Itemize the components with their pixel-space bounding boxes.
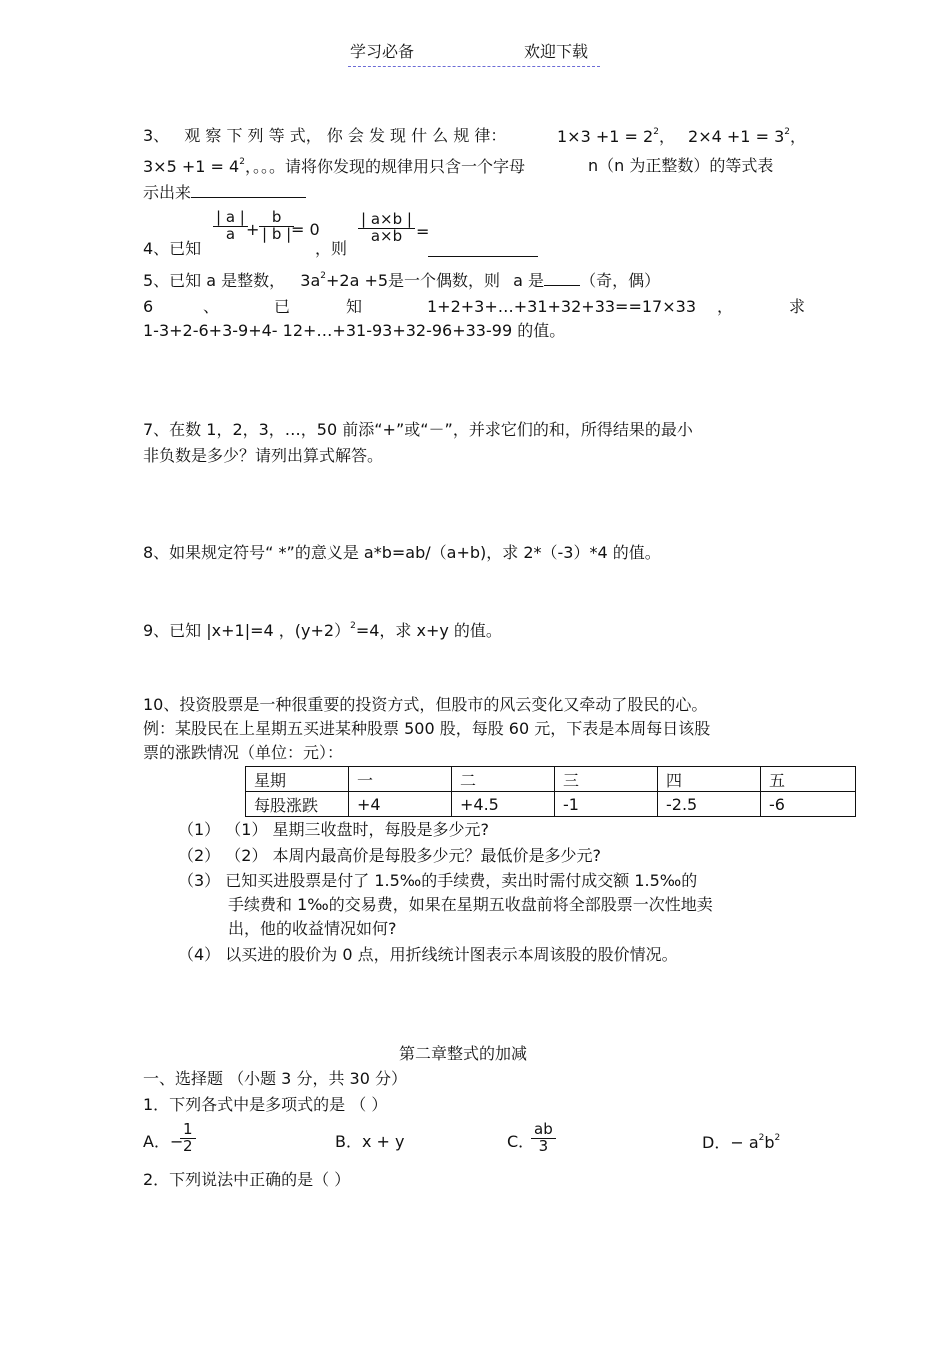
section-heading: 一、选择题 （小题 3 分，共 30 分） bbox=[143, 1069, 407, 1088]
table-row bbox=[246, 767, 856, 792]
q3-equations: $1\times 3 +1 = 2^2$， $2\times 4 +1 = 3^2$， bbox=[557, 127, 806, 146]
q3-eq2: 2×4 +1 = 3 bbox=[688, 127, 785, 146]
mc-question-1: 1．下列各式中是多项式的是 （ ） bbox=[143, 1095, 388, 1114]
page-header bbox=[348, 44, 600, 67]
table-row bbox=[246, 792, 856, 817]
table-cell: +4.5 bbox=[452, 792, 555, 817]
table-cell: 一 bbox=[349, 767, 452, 792]
table-cell: 星期 bbox=[246, 767, 349, 792]
table-cell: 四 bbox=[658, 767, 761, 792]
q3-number: 3、 bbox=[143, 126, 170, 145]
q10-line1: 10、投资股票是一种很重要的投资方式，但股市的风云变化又牵动了股民的心。 bbox=[143, 695, 708, 714]
table-cell: 五 bbox=[761, 767, 856, 792]
answer-blank bbox=[544, 285, 580, 286]
header-left: 学习必备 bbox=[350, 42, 415, 61]
q9-line: 9、已知 |x+1|=4 ，(y+2）$^2$=4，求 x+y 的值。 bbox=[143, 621, 502, 640]
q7-line1: 7、在数 1，2，3，…，50 前添“+”或“－”，并求它们的和，所得结果的最小 bbox=[143, 420, 693, 439]
q6-number: 6 bbox=[143, 297, 154, 316]
q6-sum: 1+2+3+…+31+32+33==17×33 bbox=[427, 297, 696, 316]
option-c-fraction: $\frac{ab}{3}$ bbox=[531, 1122, 556, 1155]
q3-eq1: 1×3 +1 = 2 bbox=[557, 127, 654, 146]
option-a-fraction: $\frac{1}{2}$ bbox=[180, 1122, 196, 1155]
q3-line2-n: n（n 为正整数）的等式表 bbox=[588, 156, 774, 175]
q3-line1 bbox=[143, 128, 506, 144]
q10-sub1: （1） （1） 星期三收盘时，每股是多少元? bbox=[178, 820, 490, 839]
q3-intro: 观 察 下 列 等 式， 你 会 发 现 什 么 规 律： bbox=[184, 126, 507, 145]
stock-change-table bbox=[245, 766, 856, 817]
chapter-title: 第二章整式的加减 bbox=[399, 1044, 528, 1063]
q4-fraction-1: $\frac{| a |}{a}$ bbox=[213, 210, 248, 243]
q3-eq3: 3×5 +1 = 4 bbox=[143, 157, 240, 176]
mc-question-2: 2．下列说法中正确的是（ ） bbox=[143, 1170, 351, 1189]
q3-line3: 示出来 bbox=[143, 185, 306, 201]
q10-sub3: （3） 已知买进股票是付了 1.5‰的手续费，卖出时需付成交额 1.5‰的 bbox=[178, 871, 698, 890]
table-cell: -6 bbox=[761, 792, 856, 817]
q10-sub3-cont2: 出，他的收益情况如何? bbox=[228, 919, 397, 938]
q4-fraction-2: $\frac{b}{| b |}$ bbox=[259, 210, 294, 243]
table-cell: +4 bbox=[349, 792, 452, 817]
answer-blank bbox=[428, 256, 538, 257]
q5-line: 5、已知 a 是整数， $3a^2+2a +5$是一个偶数，则 a 是 （奇，偶） bbox=[143, 271, 661, 290]
table-cell: 每股涨跌 bbox=[246, 792, 349, 817]
option-b: B．x + y bbox=[335, 1132, 405, 1151]
q10-line2: 例：某股民在上星期五买进某种股票 500 股，每股 60 元，下表是本周每日该股 bbox=[143, 719, 711, 738]
answer-blank bbox=[191, 197, 306, 198]
q6-expression: 1-3+2-6+3-9+4- 12+…+31-93+32-96+33-99 的值。 bbox=[143, 321, 566, 340]
header-right: 欢迎下载 bbox=[524, 42, 589, 61]
option-d: D．− $a^2b^2$ bbox=[702, 1133, 781, 1152]
q3-line2: $3\times 5 +1 = 4^2$，。。。请将你发现的规律用只含一个字母 bbox=[143, 157, 525, 176]
q10-sub4: （4） 以买进的股价为 0 点，用折线统计图表示本周该股的股价情况。 bbox=[178, 945, 678, 964]
q10-sub2: （2） （2） 本周内最高价是每股多少元？最低价是多少元? bbox=[178, 846, 602, 865]
table-cell: 二 bbox=[452, 767, 555, 792]
q8-line: 8、如果规定符号“ *”的意义是 a*b=ab/（a+b)，求 2*（-3）*4 的值。 bbox=[143, 543, 661, 562]
q7-line2: 非负数是多少？请列出算式解答。 bbox=[143, 446, 384, 465]
q4-prefix: 4、已知 bbox=[143, 239, 202, 258]
q4-fraction-3: $\frac{| a\times b |}{a\times b}$ bbox=[358, 212, 415, 245]
table-cell: -2.5 bbox=[658, 792, 761, 817]
option-c-label: C． bbox=[507, 1132, 535, 1151]
q10-line3: 票的涨跌情况（单位：元）： bbox=[143, 743, 344, 762]
q10-sub3-cont: 手续费和 1‰的交易费，如果在星期五收盘前将全部股票一次性地卖 bbox=[228, 895, 713, 914]
table-cell: 三 bbox=[555, 767, 658, 792]
table-cell: -1 bbox=[555, 792, 658, 817]
option-a-label: A．− bbox=[143, 1132, 184, 1151]
q5-expression: 3a bbox=[300, 271, 321, 290]
